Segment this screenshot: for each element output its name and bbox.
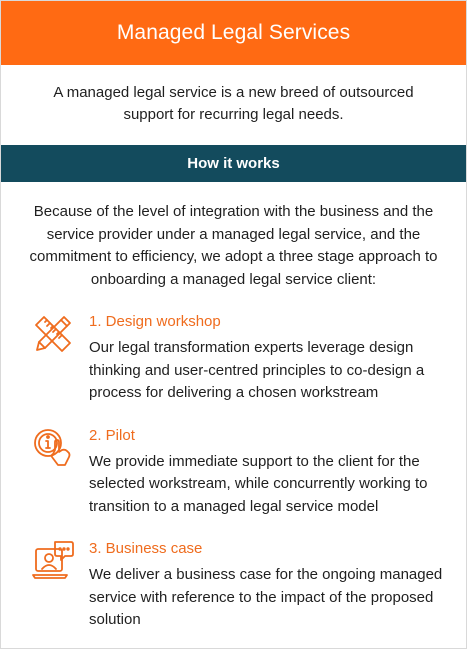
step-description: We provide immediate support to the client for the selected workstream, while concurrently working to transition to a managed legal service model [89, 452, 428, 515]
page-title: Managed Legal Services [116, 21, 351, 44]
step-title: 3. Business case [89, 540, 203, 557]
intro-paragraph: A managed legal service is a new breed of outsourced support for recurring legal needs. [53, 84, 414, 123]
section-band [1, 145, 466, 182]
step-business-case [1, 539, 466, 632]
step-title: 1. Design workshop [89, 313, 221, 330]
lead-paragraph: Because of the level of integration with the business and the service provider under a managed legal service, and the commitment to efficiency, we adopt a three stage approach to onboarding a managed legal service client: [29, 203, 438, 288]
section-heading: How it works [187, 155, 280, 172]
info-touch-icon [31, 426, 75, 470]
step-description: Our legal transformation experts leverage design thinking and user-centred principles to co-design a process for delivering a chosen workstream [89, 339, 425, 401]
step-title: 2. Pilot [89, 426, 135, 444]
step-pilot [1, 426, 466, 519]
step-design-workshop [1, 312, 466, 405]
video-chat-icon [31, 539, 75, 583]
page-header [1, 1, 466, 65]
pencil-ruler-icon [31, 312, 75, 356]
step-description: We deliver a business case for the ongoing managed service with reference to the impact of the proposed solution [89, 566, 443, 628]
